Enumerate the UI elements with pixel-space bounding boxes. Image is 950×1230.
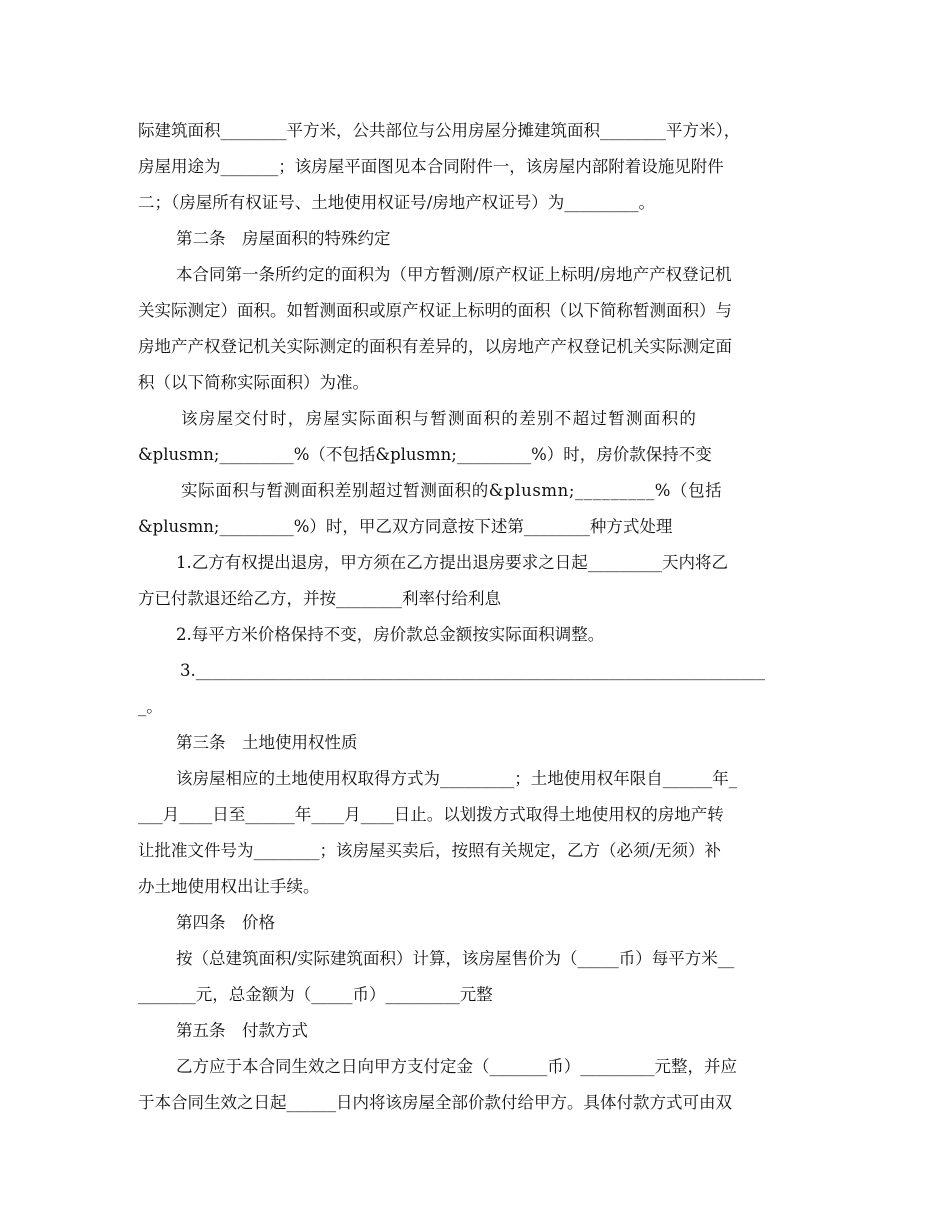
paragraph-line: ___月____日至______年____月____日止。以划拨方式取得土地使用权的房地产转 bbox=[138, 805, 724, 824]
paragraph-line: 关实际测定）面积。如暂测面积或原产权证上标明的面积（以下简称暂测面积）与 bbox=[138, 301, 732, 320]
list-item-3: 3._____________________________________________________________________ bbox=[180, 661, 765, 680]
list-item-1: 1.乙方有权提出退房，甲方须在乙方提出退房要求之日起_________天内将乙 bbox=[176, 553, 728, 572]
text-line-certificate: 二；（房屋所有权证号、土地使用权证号/房地产权证号）为_________。 bbox=[138, 193, 656, 212]
text-line-area: 际建筑面积________平方米，公共部位与公用房屋分摊建筑面积________平方米）， bbox=[138, 121, 741, 140]
list-item-2: 2.每平方米价格保持不变，房价款总金额按实际面积调整。 bbox=[176, 625, 605, 644]
section-heading-article-3: 第三条 土地使用权性质 bbox=[176, 733, 358, 752]
section-heading-article-4: 第四条 价格 bbox=[176, 913, 275, 932]
paragraph-line: _______元，总金额为（_____币）_________元整 bbox=[138, 985, 493, 1004]
paragraph-line: 积（以下简称实际面积）为准。 bbox=[138, 373, 369, 392]
paragraph-line: 于本合同生效之日起______日内将该房屋全部价款付给甲方。具体付款方式可由双 bbox=[138, 1093, 732, 1112]
section-heading-article-2: 第二条 房屋面积的特殊约定 bbox=[176, 229, 391, 248]
section-heading-article-5: 第五条 付款方式 bbox=[176, 1021, 308, 1040]
paragraph-line: 乙方应于本合同生效之日向甲方支付定金（_______币）_________元整，并应 bbox=[176, 1057, 737, 1076]
list-item-1-continued: 方已付款退还给乙方，并按________利率付给利息 bbox=[138, 589, 501, 608]
paragraph-line: 让批准文件号为________；该房屋买卖后，按照有关规定，乙方（必须/无须）补 bbox=[138, 841, 722, 860]
paragraph-line: 该房屋相应的土地使用权取得方式为_________；土地使用权年限自______年_ bbox=[176, 769, 737, 788]
paragraph-line: 房地产产权登记机关实际测定的面积有差异的，以房地产产权登记机关实际测定面 bbox=[138, 337, 732, 356]
paragraph-line: 按（总建筑面积/实际建筑面积）计算，该房屋售价为（_____币）每平方米__ bbox=[176, 949, 735, 968]
paragraph-line: 办土地使用权出让手续。 bbox=[138, 877, 320, 896]
text-line-usage: 房屋用途为_______；该房屋平面图见本合同附件一，该房屋内部附着设施见附件 bbox=[138, 157, 724, 176]
paragraph-line: 实际面积与暂测面积差别超过暂测面积的&plusmn;_________%（包括 bbox=[181, 481, 723, 500]
paragraph-line: 本合同第一条所约定的面积为（甲方暂测/原产权证上标明/房地产产权登记机 bbox=[176, 265, 732, 284]
paragraph-line: &plusmn;_________%）时，甲乙双方同意按下述第________种方式处理 bbox=[138, 517, 673, 536]
list-item-3-continued: _。 bbox=[138, 697, 163, 716]
paragraph-line: &plusmn;_________%（不包括&plusmn;_________%）时，房价款保持不变 bbox=[138, 445, 712, 464]
paragraph-line: 该房屋交付时，房屋实际面积与暂测面积的差别不超过暂测面积的 bbox=[181, 409, 698, 428]
